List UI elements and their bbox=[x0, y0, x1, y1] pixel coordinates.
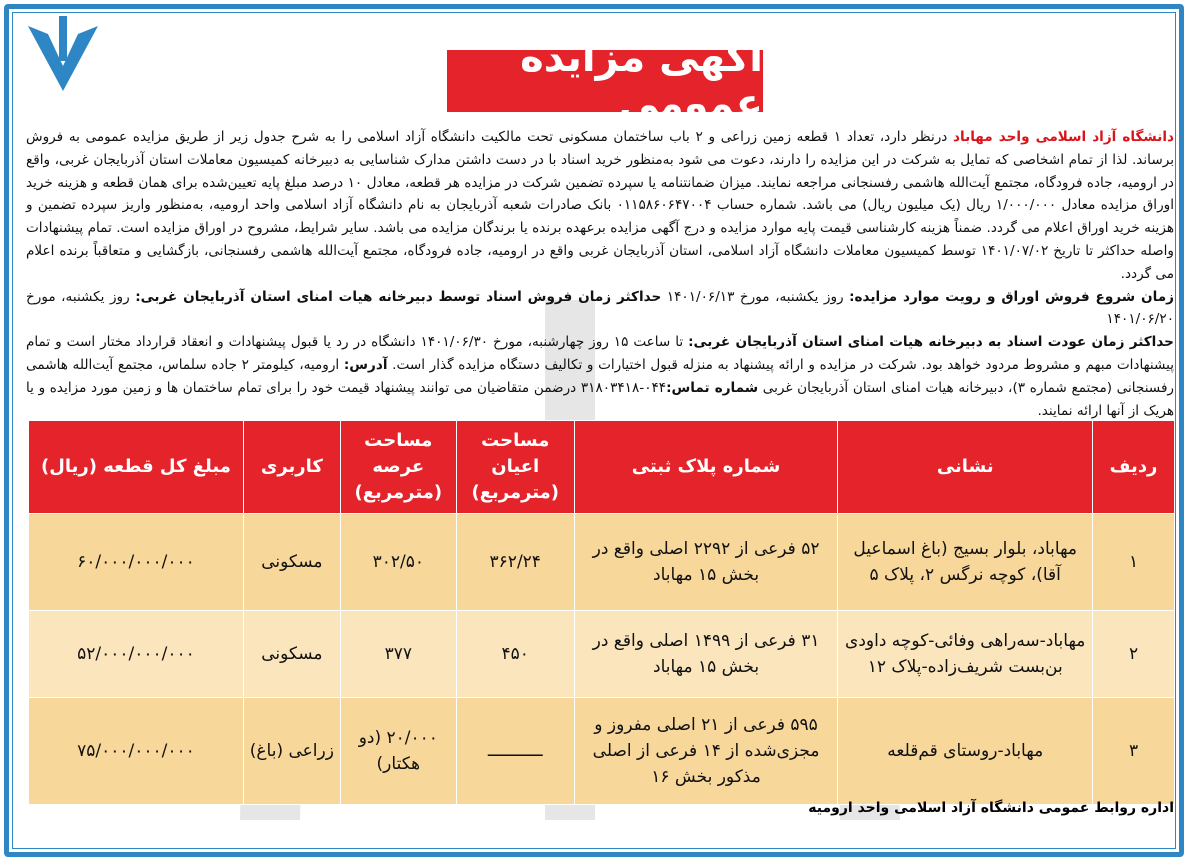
start-label: زمان شروع فروش اوراق و رویت موارد مزایده: bbox=[849, 288, 1174, 305]
cell-price: ۵۲/۰۰۰/۰۰۰/۰۰۰ bbox=[29, 611, 244, 698]
header-land-area: مساحت عرصه (مترمربع) bbox=[340, 421, 456, 514]
cell-address: مهاباد، بلوار بسیج (باغ اسماعیل آقا)، کوچه نرگس ۲، پلاک ۵ bbox=[838, 514, 1093, 611]
cell-building-area: ۳۶۲/۲۴ bbox=[456, 514, 574, 611]
org-name: دانشگاه آزاد اسلامی واحد مهاباد bbox=[953, 129, 1174, 145]
return-label: حداکثر زمان عودت اسناد به دبیرخانه هیات امنای استان آذربایجان غربی: bbox=[688, 334, 1174, 351]
tail-text: درضمن متقاضیان می توانند پیشنهاد قیمت خود را برای تمام ساختمان ها و زمین مورد مزایده و یا هریک از آنها ارائه نمایند. bbox=[26, 379, 1174, 419]
intro-paragraph bbox=[26, 126, 1174, 286]
header-address: نشانی bbox=[838, 421, 1093, 514]
cell-row-number: ۳ bbox=[1093, 698, 1175, 805]
cell-plaque: ۵۹۵ فرعی از ۲۱ اصلی مفروز و مجزی‌شده از ۱۴ فرعی از اصلی مذکور بخش ۱۶ bbox=[574, 698, 838, 805]
address-label: آدرس: bbox=[343, 356, 388, 373]
table-row bbox=[29, 698, 1175, 805]
cell-building-area: ـــــــــــ bbox=[456, 698, 574, 805]
header-row-number: ردیف bbox=[1093, 421, 1175, 514]
cell-building-area: ۴۵۰ bbox=[456, 611, 574, 698]
cell-usage: زراعی (باغ) bbox=[243, 698, 340, 805]
table-row bbox=[29, 611, 1175, 698]
cell-usage: مسکونی bbox=[243, 514, 340, 611]
cell-row-number: ۱ bbox=[1093, 514, 1175, 611]
cell-address: مهاباد-سه‌راهی وفائی-کوچه داودی بن‌بست شریف‌زاده-پلاک ۱۲ bbox=[838, 611, 1093, 698]
cell-land-area: ۳۷۷ bbox=[340, 611, 456, 698]
header-price: مبلغ کل قطعه (ریال) bbox=[29, 421, 244, 514]
phone-value: ۰۴۴-۳۱۸۰۳۴۱۸ bbox=[580, 379, 667, 396]
sale-value: روز یکشنبه، مورخ ۱۴۰۱/۰۶/۲۰ bbox=[26, 288, 1174, 328]
table-row bbox=[29, 514, 1175, 611]
header-plaque: شماره پلاک ثبتی bbox=[574, 421, 838, 514]
header-usage: کاربری bbox=[243, 421, 340, 514]
intro-text: درنظر دارد، تعداد ۱ قطعه زمین زراعی و ۲ باب ساختمان مسکونی تحت مالکیت دانشگاه آزاد اسلامی را به شرح جدول زیر از طریق مزایده عمومی به فروش برساند. لذا از تمام اشخاصی که تمایل به شرکت در این مزایده را دارند، دعوت می شود به‌منظور خرید اسناد با در دست داشتن مدارک شناسایی به دبیرخانه کمیسیون معاملات استان آذربایجان غربی، واقع در ارومیه، جاده فرودگاه، مجتمع آیت‌الله هاشمی رفسنجانی مراجعه نمایند. میزان ضمانتنامه یا سپرده تضمین شرکت در مزایده هر قطعه، معادل ۱۰ درصد مبلغ پایه تعیین‌شده برای همان قطعه و هزینه خرید اوراق مزایده معادل ۱/۰۰۰/۰۰۰ ریال (یک میلیون ریال) می باشد. شماره حساب ۰۱۱۵۸۶۰۶۴۷۰۰۴ بانک صادرات شعبه آذربایجان به نام دانشگاه آزاد اسلامی واحد ارومیه، به‌منظور واریز سپرده تضمین و هزینه خرید اوراق اعلام می گردد. ضمناً هزینه کارشناسی قیمت پایه موارد مزایده و درج آگهی مزایده برعهده برنده یا برندگان مزایده می باشد. سایر شرایط، مشروح در اوراق مزایده است. تمام پیشنهادات واصله حداکثر تا تاریخ ۱۴۰۱/۰۷/۰۲ توسط کمیسیون معاملات دانشگاه آزاد اسلامی، استان آذربایجان غربی واقع در ارومیه، جاده فرودگاه، مجتمع آیت‌الله هاشمی رفسنجانی، بازگشایی و متعاقباً برنده اعلام می گردد. bbox=[26, 129, 1174, 282]
phone-label: شماره تماس: bbox=[666, 379, 759, 396]
announcement-body bbox=[26, 126, 1174, 422]
table-header bbox=[29, 421, 1175, 514]
cell-land-area: ۳۰۲/۵۰ bbox=[340, 514, 456, 611]
cell-price: ۷۵/۰۰۰/۰۰۰/۰۰۰ bbox=[29, 698, 244, 805]
cell-plaque: ۵۲ فرعی از ۲۲۹۲ اصلی واقع در بخش ۱۵ مهاباد bbox=[574, 514, 838, 611]
university-logo bbox=[18, 6, 108, 96]
cell-plaque: ۳۱ فرعی از ۱۴۹۹ اصلی واقع در بخش ۱۵ مهاباد bbox=[574, 611, 838, 698]
address-value: ارومیه، کیلومتر ۲ جاده سلماس، مجتمع آیت‌الله هاشمی رفسنجانی (مجتمع شماره ۳)، دبیرخانه هیات امنای استان آذربایجان غربی bbox=[26, 356, 1175, 396]
footer-signature: اداره روابط عمومی دانشگاه آزاد اسلامی واحد ارومیه bbox=[808, 800, 1174, 816]
schedule-paragraph bbox=[26, 286, 1174, 423]
header-building-area: مساحت اعیان (مترمربع) bbox=[456, 421, 574, 514]
auction-table bbox=[28, 420, 1175, 805]
cell-usage: مسکونی bbox=[243, 611, 340, 698]
sale-label: حداکثر زمان فروش اسناد توسط دبیرخانه هیات امنای استان آذربایجان غربی: bbox=[135, 288, 662, 305]
page-title: آگهی مزایده عمومی bbox=[447, 50, 763, 112]
cell-price: ۶۰/۰۰۰/۰۰۰/۰۰۰ bbox=[29, 514, 244, 611]
start-value: روز یکشنبه، مورخ ۱۴۰۱/۰۶/۱۳ bbox=[661, 288, 850, 305]
cell-address: مهاباد-روستای قم‌قلعه bbox=[838, 698, 1093, 805]
cell-row-number: ۲ bbox=[1093, 611, 1175, 698]
cell-land-area: ۲۰/۰۰۰ (دو هکتار) bbox=[340, 698, 456, 805]
return-value: تا ساعت ۱۵ روز چهارشنبه، مورخ ۱۴۰۱/۰۶/۳۰ دانشگاه در رد یا قبول پیشنهادات و انعقاد قرارداد مختار است و تمام پیشنهادات مبهم و مشروط مردود خواهد بود. شرکت در مزایده و ارائه پیشنهاد به منزله قبول اختیارات و تکالیف دستگاه مزایده گذار است. bbox=[26, 334, 1174, 373]
